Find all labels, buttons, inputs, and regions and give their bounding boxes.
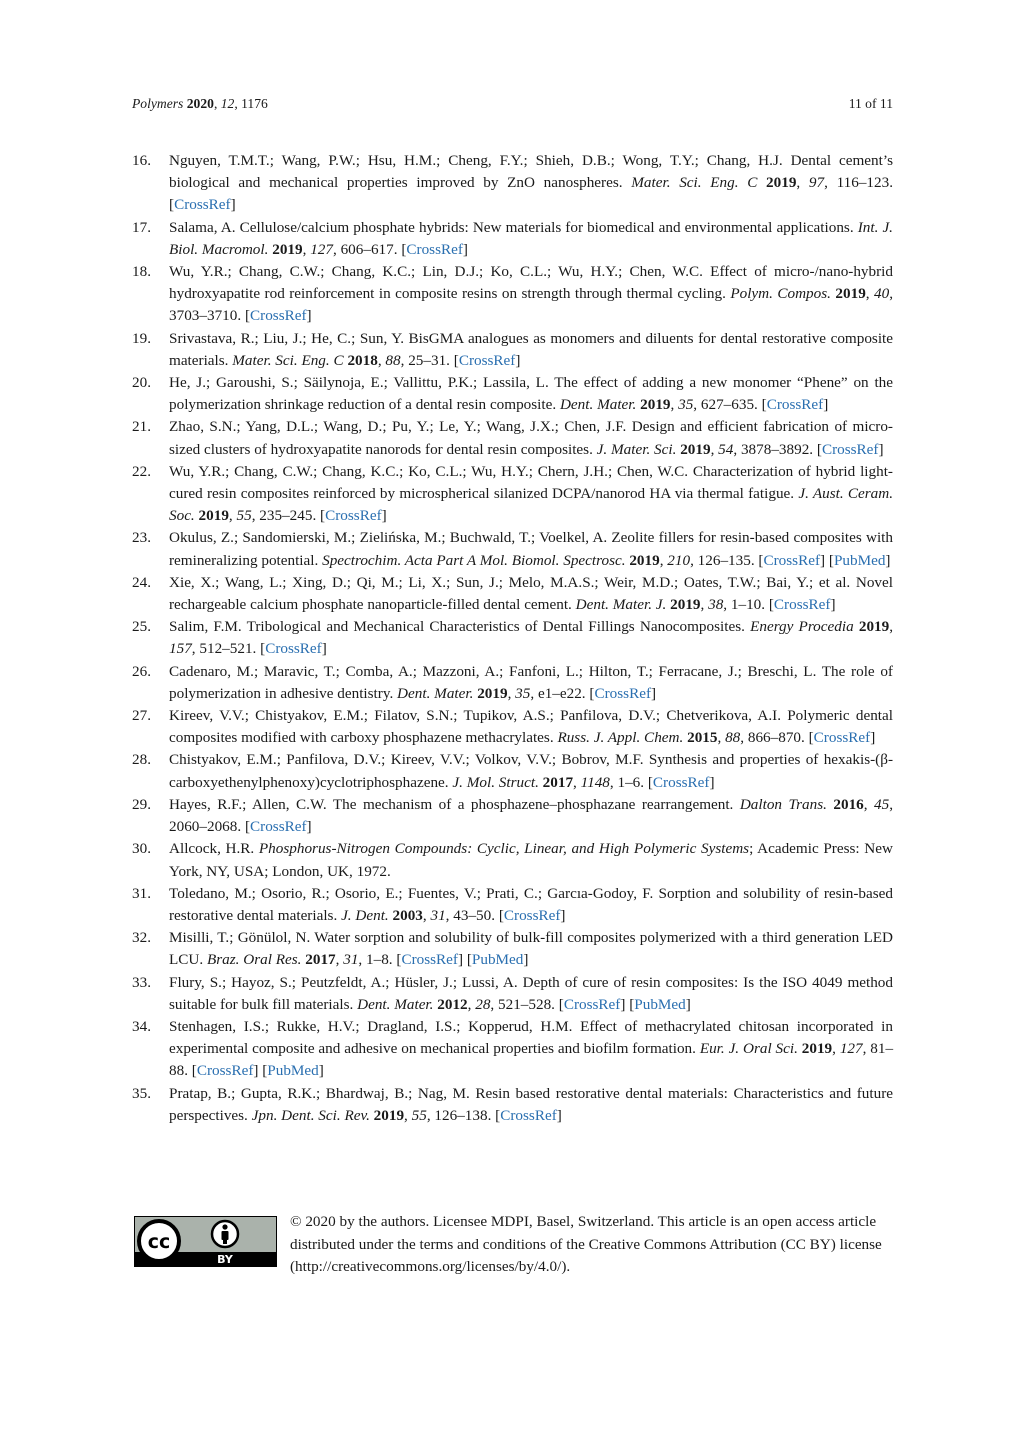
reference-year: 2019 — [766, 174, 797, 192]
reference-year: 2017 — [305, 951, 336, 969]
reference-year: 2003 — [392, 906, 423, 924]
crossref-link[interactable]: CrossRef — [250, 307, 307, 325]
reference-volume: 210 — [667, 551, 691, 569]
crossref-link[interactable]: CrossRef — [458, 351, 516, 369]
reference-pages: 512–521. — [199, 640, 257, 658]
reference-item: 25. Salim, F.M. Tribological and Mechanical Characteristics of Dental Fillings Nanocomposites. Energy Procedia 2019, 157, 512–521. [CrossRef] — [132, 618, 894, 658]
reference-volume: 38 — [708, 596, 724, 614]
reference-number: 18. — [132, 263, 151, 281]
license-block — [132, 1211, 893, 1281]
reference-journal: Mater. Sci. Eng. C — [631, 174, 758, 192]
reference-authors-title: Allcock, H.R. — [169, 840, 259, 858]
reference-number: 32. — [132, 929, 151, 947]
reference-year: 2019 — [198, 507, 229, 525]
reference-authors-title: Okulus, Z.; Sandomierski, M.; Zielińska, M.; Buchwald, T.; Voelkel, A. Zeolite fillers for resin-based composites with remineralizing potential. — [169, 529, 893, 569]
reference-authors-title: Salama, A. Cellulose/calcium phosphate hybrids: New materials for biomedical and environmental applications. — [169, 218, 858, 236]
reference-volume: 1148 — [580, 773, 610, 791]
reference-number: 35. — [132, 1084, 151, 1102]
reference-authors-title: Cadenaro, M.; Maravic, T.; Comba, A.; Mazzoni, A.; Fanfoni, L.; Hilton, T.; Ferracane, J.; Breschi, L. The role of polymerization in adhesive dentistry. — [169, 662, 893, 702]
journal-citation: Polymers 2020, 12, 1176 — [132, 96, 268, 111]
reference-number: 27. — [132, 707, 151, 725]
reference-journal: Eur. J. Oral Sci. — [699, 1040, 798, 1058]
reference-item: 26. Cadenaro, M.; Maravic, T.; Comba, A.; Mazzoni, A.; Fanfoni, L.; Hilton, T.; Ferracane, J.; Breschi, L. The role of polymerization in adhesive dentistry. Dent. Mater. 2019, 35, e1–e22. [CrossRef] — [132, 662, 893, 702]
reference-number: 23. — [132, 529, 151, 547]
reference-item: 21. Zhao, S.N.; Yang, D.L.; Wang, D.; Pu, Y.; Le, Y.; Wang, J.X.; Chen, J.F. Design and efficient fabrication of micro-sized clusters of hydroxyapatite nanorods for dental resin composites. J. Mater. Sci. 2019, 54, 3878–3892. [CrossRef] — [132, 418, 893, 458]
reference-authors-title: He, J.; Garoushi, S.; Säilynoja, E.; Vallittu, P.K.; Lassila, L. The effect of adding a new monomer “Phene” on the polymerization shrinkage reduction of a dental resin composite. — [169, 374, 893, 414]
license-text: © 2020 by the authors. Licensee MDPI, Basel, Switzerland. This article is an open access article distributed under the terms and conditions of the Creative Commons Attribution (CC BY) license (http://creativecommons.org/licenses/by/4.0/). — [290, 1213, 882, 1275]
reference-authors-title: Toledano, M.; Osorio, R.; Osorio, E.; Fuentes, V.; Prati, C.; Garcıa-Godoy, F. Sorption and solubility of resin-based restorative dental materials. — [169, 884, 893, 924]
reference-journal: J. Aust. Ceram. Soc. — [169, 485, 893, 525]
reference-authors-title: Flury, S.; Hayoz, S.; Peutzfeldt, A.; Hüsler, J.; Lussi, A. Depth of cure of resin composites: Is the ISO 4049 method suitable for bulk fill materials. — [169, 973, 893, 1013]
crossref-link[interactable]: CrossRef — [813, 729, 871, 747]
pubmed-link[interactable]: PubMed — [267, 1062, 319, 1080]
reference-pages: 116–123. — [836, 174, 893, 192]
pubmed-link[interactable]: PubMed — [833, 551, 886, 569]
reference-number: 33. — [132, 973, 151, 991]
reference-pages: 126–135. — [697, 551, 755, 569]
reference-journal: J. Mol. Struct. — [452, 773, 539, 791]
journal-name: Polymers — [132, 96, 184, 111]
reference-journal: Spectrochim. Acta Part A Mol. Biomol. Spectrosc. — [322, 551, 626, 569]
reference-list — [132, 150, 893, 1127]
reference-pages: 606–617. — [340, 240, 398, 258]
reference-number: 16. — [132, 152, 151, 169]
reference-year: 2015 — [687, 729, 718, 747]
creative-commons-by-icon[interactable] — [134, 1216, 277, 1267]
reference-volume: 88 — [385, 351, 401, 369]
reference-item: 20. He, J.; Garoushi, S.; Säilynoja, E.; Vallittu, P.K.; Lassila, L. The effect of adding a new monomer “Phene” on the polymerization shrinkage reduction of a dental resin composite. Dent. Mater. 2019, 35, 627–635. [CrossRef] — [132, 374, 893, 414]
reference-item: 29. Hayes, R.F.; Allen, C.W. The mechanism of a phosphazene–phosphazane rearrangement. Dalton Trans. 2016, 45, 2060–2068. [CrossRef] — [132, 795, 893, 836]
reference-journal: Dent. Mater. — [559, 396, 637, 414]
pubmed-link[interactable]: PubMed — [634, 995, 686, 1013]
reference-year: 2017 — [542, 773, 574, 791]
reference-pages: 43–50. — [453, 906, 496, 924]
reference-journal: J. Dent. — [341, 906, 389, 924]
reference-item: 19. Srivastava, R.; Liu, J.; He, C.; Sun, Y. BisGMA analogues as monomers and diluents for dental restorative composite materials. Mater. Sci. Eng. C 2018, 88, 25–31. [CrossRef] — [132, 329, 893, 369]
reference-pages: 521–528. — [498, 995, 555, 1013]
crossref-link[interactable]: CrossRef — [265, 640, 322, 658]
reference-authors-title: Hayes, R.F.; Allen, C.W. The mechanism of a phosphazene–phosphazane rearrangement. — [169, 795, 740, 813]
reference-year: 2019 — [629, 551, 660, 569]
reference-journal: Dent. Mater. — [357, 995, 434, 1013]
reference-year: 2019 — [272, 240, 303, 258]
crossref-link[interactable]: CrossRef — [196, 1062, 254, 1080]
reference-pages: 1–6. — [617, 773, 645, 791]
reference-authors-title: Pratap, B.; Gupta, R.K.; Bhardwaj, B.; Nag, M. Resin based restorative dental materials: Characteristics and future perspectives. — [169, 1084, 893, 1124]
reference-number: 30. — [132, 840, 151, 858]
reference-volume: 55 — [236, 507, 252, 525]
reference-item: 23. Okulus, Z.; Sandomierski, M.; Zielińska, M.; Buchwald, T.; Voelkel, A. Zeolite fillers for resin-based composites with remineralizing potential. Spectrochim. Acta Part A Mol. Biomol. Spectrosc. 2019, 210, 126–135. [CrossRef] [PubMed] — [132, 529, 893, 569]
reference-volume: 55 — [411, 1106, 427, 1124]
reference-item: 27. Kireev, V.V.; Chistyakov, E.M.; Filatov, S.N.; Tupikov, A.S.; Panfilova, D.V.; Chetverikova, A.I. Polymeric dental composites modified with carboxy phosphazene methacrylates. Russ. J. Appl. Chem. 2015, 88, 866–870. [CrossRef] — [132, 707, 893, 747]
reference-pages: e1–e22. — [537, 684, 586, 702]
crossref-link[interactable]: CrossRef — [821, 440, 879, 458]
reference-item: 18. Wu, Y.R.; Chang, C.W.; Chang, K.C.; Lin, D.J.; Ko, C.L.; Wu, H.Y.; Chen, W.C. Effect of micro-/nano-hybrid hydroxyapatite rod reinforcement in composite resins on strength through thermal cycling. Polym. Compos. 2019, 40, 3703–3710. [CrossRef] — [132, 263, 894, 325]
reference-number: 29. — [132, 795, 151, 813]
reference-volume: 40 — [874, 285, 890, 303]
reference-pages: 25–31. — [408, 351, 450, 369]
reference-journal: Jpn. Dent. Sci. Rev. — [251, 1106, 370, 1124]
reference-journal: Int. J. Biol. Macromol. — [169, 218, 893, 258]
crossref-link[interactable]: CrossRef — [406, 240, 463, 258]
reference-volume: 97 — [808, 174, 825, 192]
reference-authors-title: Salim, F.M. Tribological and Mechanical Characteristics of Dental Fillings Nanocomposites. — [169, 618, 751, 636]
reference-journal: Dalton Trans. — [739, 795, 827, 813]
reference-authors-title: Misilli, T.; Gönülol, N. Water sorption and solubility of bulk-fill composites polymerized with a third generation LED LCU. — [169, 929, 893, 969]
reference-volume: 88 — [725, 729, 741, 747]
reference-year: 2012 — [437, 995, 468, 1013]
page-header — [132, 95, 893, 113]
cc-text: cc — [147, 1231, 171, 1253]
reference-authors-title: Zhao, S.N.; Yang, D.L.; Wang, D.; Pu, Y.; Le, Y.; Wang, J.X.; Chen, J.F. Design and efficient fabrication of micro-sized clusters of hydroxyapatite nanorods for dental resin composites. — [169, 418, 893, 458]
reference-year: 2019 — [373, 1106, 405, 1124]
crossref-link[interactable]: CrossRef — [325, 507, 382, 525]
reference-volume: 31 — [343, 951, 359, 969]
reference-volume: 28 — [475, 995, 491, 1013]
reference-journal: Polym. Compos. — [730, 285, 831, 303]
reference-pages: 1–8. — [366, 951, 393, 969]
reference-year: 2019 — [640, 396, 671, 414]
reference-journal: Energy Procedia — [750, 618, 854, 636]
reference-number: 24. — [132, 573, 151, 591]
reference-pages: 235–245. — [259, 507, 317, 525]
crossref-link[interactable]: CrossRef — [766, 396, 824, 414]
crossref-link[interactable]: CrossRef — [174, 196, 231, 214]
reference-year: 2018 — [347, 351, 378, 369]
reference-journal: Dent. Mater. J. — [575, 596, 667, 614]
reference-number: 19. — [132, 329, 151, 347]
reference-authors-title: Kireev, V.V.; Chistyakov, E.M.; Filatov, S.N.; Tupikov, A.S.; Panfilova, D.V.; Chetverikova, A.I. Polymeric dental composites modified with carboxy phosphazene methacrylates. — [169, 707, 893, 747]
reference-volume: 31 — [430, 906, 446, 924]
reference-journal: Russ. J. Appl. Chem. — [557, 729, 684, 747]
reference-volume: 35 — [678, 396, 694, 414]
reference-publisher: ; Academic Press: New York, NY, USA; London, UK, 1972. — [169, 840, 893, 880]
crossref-link[interactable]: CrossRef — [500, 1106, 557, 1124]
reference-item: 33. Flury, S.; Hayoz, S.; Peutzfeldt, A.; Hüsler, J.; Lussi, A. Depth of cure of resin composites: Is the ISO 4049 method suitable for bulk fill materials. Dent. Mater. 2012, 28, 521–528. [CrossRef] [PubMed] — [132, 973, 893, 1013]
reference-pages: 126–138. — [434, 1106, 492, 1124]
reference-journal: Mater. Sci. Eng. C — [232, 351, 344, 369]
crossref-link[interactable]: CrossRef — [563, 995, 621, 1013]
crossref-link[interactable]: CrossRef — [503, 906, 561, 924]
reference-item: 17. Salama, A. Cellulose/calcium phosphate hybrids: New materials for biomedical and environmental applications. Int. J. Biol. Macromol. 2019, 127, 606–617. [CrossRef] — [132, 218, 893, 258]
reference-journal: Phosphorus-Nitrogen Compounds: Cyclic, Linear, and High Polymeric Systems — [258, 840, 750, 858]
journal-volume: 12 — [220, 96, 235, 111]
reference-item: 28. Chistyakov, E.M.; Panfilova, D.V.; Kireev, V.V.; Volkov, V.V.; Bobrov, M.F. Synthesis and properties of hexakis-(β-carboxyethenylphenoxy)cyclotriphosphazene. J. Mol. Struct. 2017, 1148, 1–6. [CrossRef] — [132, 751, 893, 791]
page-number: 11 of 11 — [848, 96, 893, 111]
by-text: BY — [217, 1253, 233, 1266]
reference-item: 31. Toledano, M.; Osorio, R.; Osorio, E.; Fuentes, V.; Prati, C.; Garcıa-Godoy, F. Sorption and solubility of resin-based restorative dental materials. J. Dent. 2003, 31, 43–50. [CrossRef] — [132, 884, 893, 924]
reference-authors-title: Wu, Y.R.; Chang, C.W.; Chang, K.C.; Lin, D.J.; Ko, C.L.; Wu, H.Y.; Chen, W.C. Effect of micro-/nano-hybrid hydroxyapatite rod reinforcement in composite resins on strength through thermal cycling. — [169, 263, 893, 303]
reference-number: 21. — [132, 418, 151, 436]
reference-item — [132, 838, 893, 882]
reference-volume: 45 — [874, 795, 890, 813]
reference-number: 28. — [132, 751, 151, 769]
reference-number: 25. — [132, 618, 151, 636]
reference-item: 22. Wu, Y.R.; Chang, C.W.; Chang, K.C.; Ko, C.L.; Wu, H.Y.; Chern, J.H.; Chen, W.C. Characterization of hybrid light-cured resin composites reinforced by microspherical silanized DCPA/nanorod HA via thermal fatigue. J. Aust. Ceram. Soc. 2019, 55, 235–245. [CrossRef] — [132, 462, 893, 525]
cc-by-logo — [135, 1217, 276, 1266]
reference-journal: Braz. Oral Res. — [206, 951, 302, 969]
reference-pages: 627–635. — [700, 396, 758, 414]
reference-year: 2019 — [835, 285, 866, 303]
reference-authors-title: Stenhagen, I.S.; Rukke, H.V.; Dragland, I.S.; Kopperud, H.M. Effect of methacrylated chitosan incorporated in experimental composite and adhesive on mechanical properties and biofilm formation. — [169, 1017, 893, 1058]
reference-volume: 54 — [718, 440, 734, 458]
reference-item: 35. Pratap, B.; Gupta, R.K.; Bhardwaj, B.; Nag, M. Resin based restorative dental materials: Characteristics and future perspectives. Jpn. Dent. Sci. Rev. 2019, 55, 126–138. [CrossRef] — [132, 1084, 893, 1124]
reference-year: 2019 — [477, 684, 508, 702]
reference-authors-title: Xie, X.; Wang, L.; Xing, D.; Qi, M.; Li, X.; Sun, J.; Melo, M.A.S.; Weir, M.D.; Oates, T.W.; Bai, Y.; et al. Novel rechargeable calcium phosphate nanoparticle-filled dental cement. — [169, 573, 893, 614]
reference-journal: Dent. Mater. — [397, 684, 474, 702]
reference-authors-title: Srivastava, R.; Liu, J.; He, C.; Sun, Y. BisGMA analogues as monomers and diluents for dental restorative composite materials. — [169, 329, 893, 369]
crossref-link[interactable]: CrossRef — [652, 773, 710, 791]
crossref-link[interactable]: CrossRef — [401, 951, 458, 969]
reference-number: 34. — [132, 1017, 151, 1035]
reference-number: 26. — [132, 662, 151, 680]
reference-year: 2019 — [801, 1040, 833, 1058]
reference-number: 20. — [132, 374, 151, 392]
reference-item: 32. Misilli, T.; Gönülol, N. Water sorption and solubility of bulk-fill composites polymerized with a third generation LED LCU. Braz. Oral Res. 2017, 31, 1–8. [CrossRef] [PubMed] — [132, 929, 893, 969]
reference-item: 34. Stenhagen, I.S.; Rukke, H.V.; Dragland, I.S.; Kopperud, H.M. Effect of methacrylated chitosan incorporated in experimental composite and adhesive on mechanical properties and biofilm formation. Eur. J. Oral Sci. 2019, 127, 81–88. [CrossRef] [PubMed] — [132, 1017, 894, 1080]
reference-volume: 157 — [169, 640, 192, 658]
reference-pages: 1–10. — [730, 596, 766, 614]
pubmed-link[interactable]: PubMed — [471, 951, 524, 969]
reference-number: 17. — [132, 218, 151, 236]
reference-volume: 127 — [310, 240, 333, 258]
reference-year: 2019 — [858, 618, 890, 636]
reference-year: 2019 — [670, 596, 701, 614]
reference-authors-title: Chistyakov, E.M.; Panfilova, D.V.; Kireev, V.V.; Volkov, V.V.; Bobrov, M.F. Synthesis and properties of hexakis-(β-carboxyethenylphenoxy)cyclotriphosphazene. — [169, 751, 893, 791]
reference-journal: J. Mater. Sci. — [596, 440, 677, 458]
reference-pages: 2060–2068. — [169, 818, 242, 836]
crossref-link[interactable]: CrossRef — [250, 818, 307, 836]
journal-year: 2020 — [186, 96, 214, 111]
reference-item: 24. Xie, X.; Wang, L.; Xing, D.; Qi, M.; Li, X.; Sun, J.; Melo, M.A.S.; Weir, M.D.; Oates, T.W.; Bai, Y.; et al. Novel rechargeable calcium phosphate nanoparticle-filled dental cement. Dent. Mater. J. 2019, 38, 1–10. [CrossRef] — [132, 573, 893, 614]
crossref-link[interactable]: CrossRef — [773, 596, 831, 614]
reference-pages: 81–88. — [169, 1040, 894, 1080]
reference-pages: 3703–3710. — [169, 307, 242, 325]
reference-volume: 35 — [515, 684, 531, 702]
reference-authors-title: Nguyen, T.M.T.; Wang, P.W.; Hsu, H.M.; Cheng, F.Y.; Shieh, D.B.; Wong, T.Y.; Chang, H.J. Dental cement’s biological and mechanical properties improved by ZnO nanospheres. — [169, 152, 893, 192]
reference-pages: 866–870. — [747, 729, 805, 747]
crossref-link[interactable]: CrossRef — [763, 551, 821, 569]
reference-item: 16. Nguyen, T.M.T.; Wang, P.W.; Hsu, H.M.; Cheng, F.Y.; Shieh, D.B.; Wong, T.Y.; Chang, H.J. Dental cement’s biological and mechanical properties improved by ZnO nanospheres. Mater. Sci. Eng. C 2019, 97, 116–123. [CrossRef] — [132, 152, 893, 214]
reference-volume: 127 — [839, 1040, 863, 1058]
reference-year: 2019 — [680, 440, 711, 458]
reference-number: 22. — [132, 462, 151, 480]
crossref-link[interactable]: CrossRef — [594, 684, 651, 702]
reference-pages: 3878–3892. — [740, 440, 814, 458]
reference-number: 31. — [132, 884, 151, 902]
article-number: 1176 — [241, 96, 268, 111]
reference-year: 2016 — [833, 795, 864, 813]
reference-authors-title: Wu, Y.R.; Chang, C.W.; Chang, K.C.; Ko, C.L.; Wu, H.Y.; Chern, J.H.; Chen, W.C. Characterization of hybrid light-cured resin composites reinforced by microspherical silanized DCPA/nanorod HA via thermal fatigue. — [169, 462, 893, 503]
